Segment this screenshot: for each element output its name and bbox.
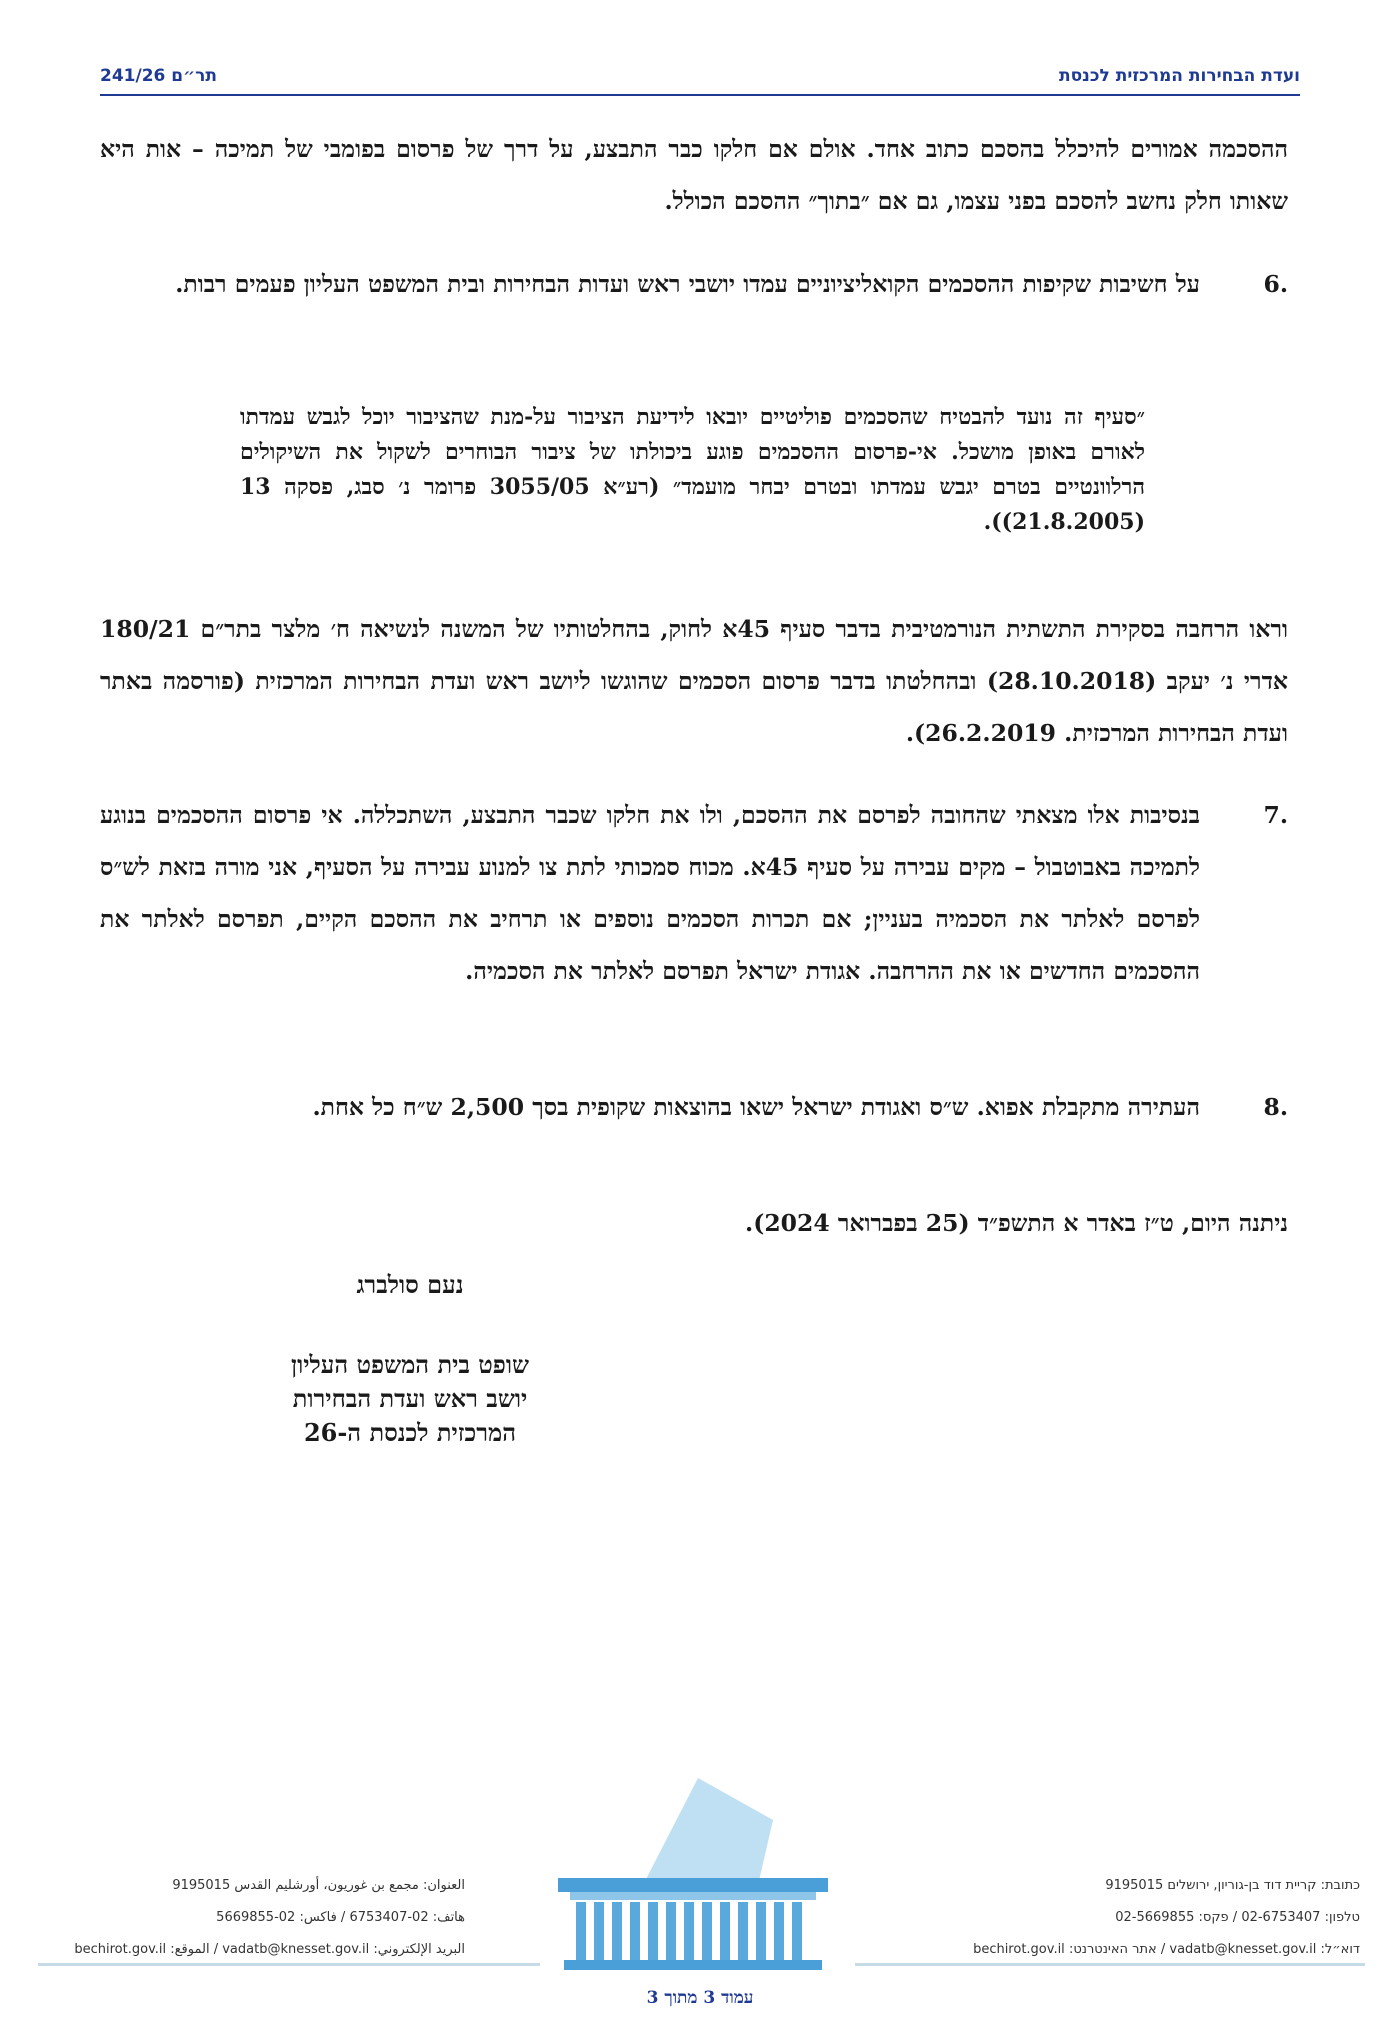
ballot-paper-shape bbox=[643, 1778, 773, 1885]
paragraph-text: בנסיבות אלו מצאתי שהחובה לפרסם את ההסכם, ולו את חלקו שכבר התבצע, השתכללה. אי פרסום ההסכמים בנוגע לתמיכה באבוטבול – מקים עבירה על סעיף 45א. מכוח סמכותי לתת צו למנוע עבירה על הסעיף, אני מורה בזאת לש״ס לפרסם לאלתר את הסכמיה בעניין; אם תכרות הסכמים נוספים או תרחיב את ההסכם הקיים, תפרסם לאלתר את ההסכמים החדשים או את ההרחבה. אגודת ישראל תפרסם לאלתר את הסכמיה. bbox=[100, 801, 1200, 985]
paragraph-7 bbox=[100, 789, 1288, 997]
decision-date: ניתנה היום, ט״ז באדר א התשפ״ד (25 בפברואר 2024). bbox=[745, 1209, 1288, 1237]
footer-web: דוא״ל: vadatb@knesset.gov.il / אתר האינטרנט: bechirot.gov.il bbox=[973, 1942, 1360, 1957]
chair-title: יושב ראש ועדת הבחירות bbox=[292, 1384, 528, 1413]
block-quote: ״סעיף זה נועד להבטיח שהסכמים פוליטיים יובאו לידיעת הציבור על-מנת שהציבור יוכל לגבש עמדתו לאורם באופן מושכל. אי-פרסום ההסכמים פוגע ביכולתו של ציבור הבוחרים לשקול את השיקולים הרלוונטיים בטרם יגבש עמדתו ובטרם יבחר מועמד״ (רע״א 3055/05 פרומר נ׳ סבג, פסקה 13 (21.8.2005)). bbox=[240, 404, 1145, 535]
paragraph-text: העתירה מתקבלת אפוא. ש״ס ואגודת ישראל ישאו בהוצאות שקופית בסך 2,500 ש״ח כל אחת. bbox=[312, 1093, 1200, 1121]
intro-paragraph: ההסכמה אמורים להיכלל בהסכם כתוב אחד. אולם אם חלקו כבר התבצע, על דרך של פרסום בפומבי של תמיכה – אות היא שאותו חלק נחשב להסכם בפני עצמו, גם אם ״בתוך״ ההסכם הכולל. bbox=[100, 135, 1288, 215]
paragraph-6 bbox=[100, 258, 1288, 310]
paragraph-number: .6 bbox=[1263, 270, 1288, 298]
footer-contact-arabic bbox=[35, 1870, 465, 1966]
paragraph-text: על חשיבות שקיפות ההסכמים הקואליציוניים עמדו יושבי ראש ועדות הבחירות ובית המשפט העליון פעמים רבות. bbox=[175, 270, 1200, 298]
paragraph-8 bbox=[100, 1081, 1288, 1133]
committee-logo bbox=[548, 1760, 848, 1982]
header-committee-name: ועדת הבחירות המרכזית לכנסת bbox=[1059, 66, 1300, 86]
footer-address: כתובת: קריית דוד בן-גוריון, ירושלים 9195015 bbox=[1105, 1878, 1360, 1893]
judge-name: נעם סולברג bbox=[356, 1270, 464, 1299]
paragraph-number: .8 bbox=[1263, 1093, 1288, 1121]
footer-contact-hebrew bbox=[900, 1870, 1360, 1966]
signature-block bbox=[210, 1270, 610, 1450]
footer-phones: טלפון: 02-6753407 / פקס: 02-5669855 bbox=[1115, 1910, 1360, 1925]
paragraph-number: .7 bbox=[1263, 801, 1288, 829]
page-number: עמוד 3 מתוך 3 bbox=[646, 1988, 754, 2008]
header-case-number: תר״ם 241/26 bbox=[100, 66, 218, 86]
committee-title: המרכזית לכנסת ה-26 bbox=[303, 1418, 517, 1447]
footer-web: البريد الإلكتروني: vadatb@knesset.gov.il / الموقع: bechirot.gov.il bbox=[74, 1942, 465, 1957]
judge-title: שופט בית המשפט העליון bbox=[291, 1350, 529, 1379]
footer-phones: هاتف: 02-6753407 / فاكس: 02-5669855 bbox=[216, 1910, 465, 1925]
running-header bbox=[100, 60, 1300, 96]
after-quote-paragraph: וראו הרחבה בסקירת התשתית הנורמטיבית בדבר סעיף 45א לחוק, בהחלטותיו של המשנה לנשיאה ח׳ מלצר בתר״ם 180/21 אדרי נ׳ יעקב (28.10.2018) ובהחלטתו בדבר פרסום הסכמים שהוגשו ליושב ראש ועדת הבחירות המרכזית (פורסמה באתר ועדת הבחירות המרכזית. 26.2.2019). bbox=[100, 615, 1289, 747]
footer-address: العنوان: مجمع بن غوريون، أورشليم القدس 9195015 bbox=[172, 1878, 465, 1893]
